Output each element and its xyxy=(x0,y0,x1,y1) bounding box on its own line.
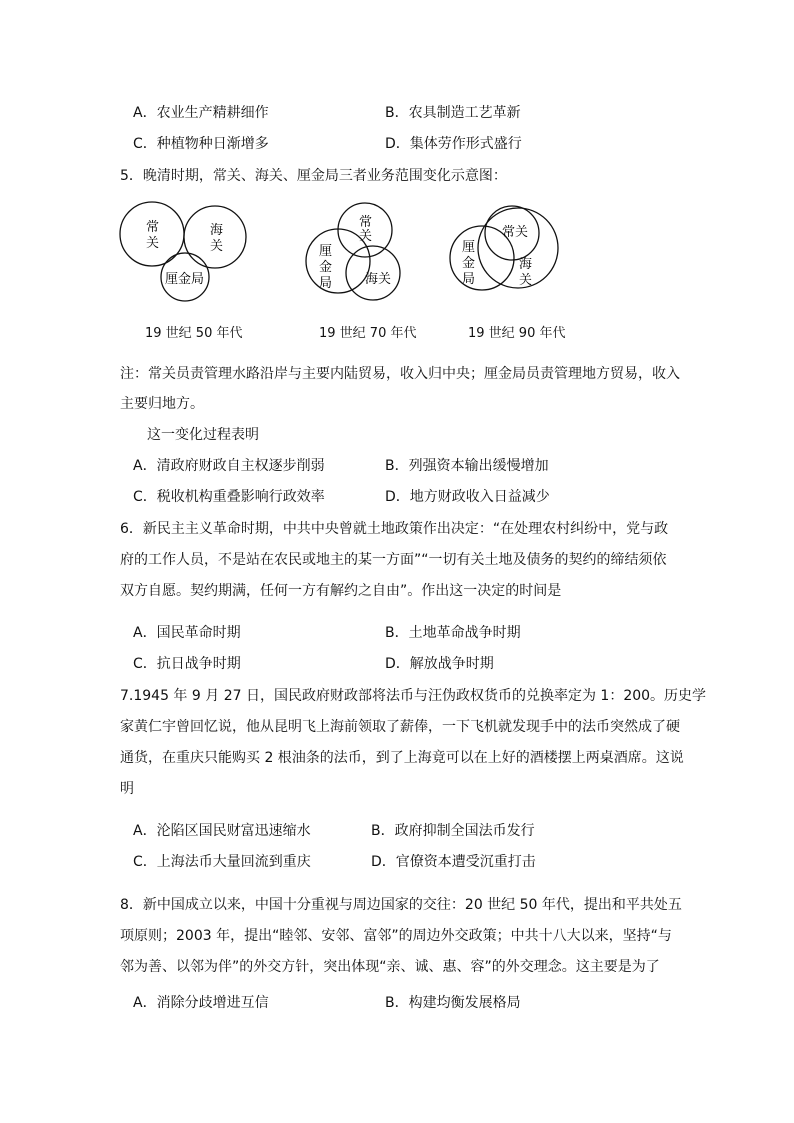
q6-option-b: B．土地革命战争时期 xyxy=(385,625,521,641)
lijinju-label-char2: 金 xyxy=(319,260,333,275)
q6-option-c: C．抗日战争时期 xyxy=(133,656,241,672)
q5-ask: 这一变化过程表明 xyxy=(147,427,259,443)
lijinju-label: 厘金局 xyxy=(165,272,205,287)
lijinju-label-char3: 局 xyxy=(319,276,333,291)
caption-1890s: 19 世纪 90 年代 xyxy=(468,326,566,341)
haiguan-label-char2: 关 xyxy=(210,239,224,254)
haiguan-label: 海关 xyxy=(365,272,392,287)
q5-note-line1: 注：常关员责管理水路沿岸与主要内陆贸易，收入归中央；厘金局员责管理地方贸易，收入 xyxy=(120,366,680,382)
lijinju-label-char3: 局 xyxy=(462,272,476,287)
q4-option-d: D．集体劳作形式盛行 xyxy=(385,136,522,152)
q4-option-b: B．农具制造工艺革新 xyxy=(385,105,521,121)
q7-option-a: A．沦陷区国民财富迅速缩水 xyxy=(133,823,311,839)
q5-option-b: B．列强资本输出缓慢增加 xyxy=(385,458,549,474)
venn-1850s xyxy=(120,202,246,301)
q7-option-d: D．官僚资本遭受沉重打击 xyxy=(371,854,536,870)
changguan-label: 常关 xyxy=(502,225,529,240)
q6-line2: 府的工作人员，不是站在农民或地主的某一方面”“一切有关土地及债务的契约的缔结须依 xyxy=(120,552,667,568)
q4-option-a: A．农业生产精耕细作 xyxy=(133,105,269,121)
lijinju-label-char2: 金 xyxy=(462,256,476,271)
venn-diagram xyxy=(110,195,590,305)
q7-line4: 明 xyxy=(120,781,134,797)
changguan-label-char2: 关 xyxy=(146,236,160,251)
lijinju-label-char1: 厘 xyxy=(462,240,476,255)
q6-line3: 双方自愿。契约期满，任何一方有解约之自由”。作出这一决定的时间是 xyxy=(120,583,562,599)
venn-1890s xyxy=(450,206,558,290)
q7-line2: 家黄仁宇曾回忆说，他从昆明飞上海前领取了薪俸，一下飞机就发现手中的法币突然成了硬 xyxy=(120,719,680,735)
venn-1870s xyxy=(306,203,400,300)
changguan-label-char1: 常 xyxy=(146,220,160,235)
q8-option-b: B．构建均衡发展格局 xyxy=(385,995,521,1011)
q7-line3: 通货，在重庆只能购买 2 根油条的法币，到了上海竟可以在上好的酒楼摆上两桌酒席。这说 xyxy=(120,750,684,766)
caption-1850s: 19 世纪 50 年代 xyxy=(145,326,243,341)
lijinju-label-char1: 厘 xyxy=(319,244,333,259)
q5-option-a: A．清政府财政自主权逐步削弱 xyxy=(133,458,325,474)
q7-option-b: B．政府抑制全国法币发行 xyxy=(371,823,535,839)
q8-line1: 8．新中国成立以来，中国十分重视与周边国家的交往：20 世纪 50 年代，提出和平共处五 xyxy=(120,897,682,913)
haiguan-label-char2: 关 xyxy=(519,273,533,288)
changguan-label-char1: 常 xyxy=(359,215,373,230)
q8-line3: 邻为善、以邻为伴”的外交方针，突出体现“亲、诚、惠、容”的外交理念。这主要是为了 xyxy=(120,959,660,975)
q5-note-line2: 主要归地方。 xyxy=(120,396,204,412)
q5-option-d: D．地方财政收入日益减少 xyxy=(385,489,550,505)
q7-line1: 7.1945 年 9 月 27 日，国民政府财政部将法币与汪伪政权货币的兑换率定为 1：200。历史学 xyxy=(120,688,707,704)
caption-1870s: 19 世纪 70 年代 xyxy=(319,326,417,341)
changguan-label-char2: 关 xyxy=(359,229,373,244)
q7-option-c: C．上海法币大量回流到重庆 xyxy=(133,854,311,870)
haiguan-label-char1: 海 xyxy=(210,223,224,238)
haiguan-label-char1: 海 xyxy=(519,257,533,272)
q4-option-c: C．种植物种日渐增多 xyxy=(133,136,269,152)
q6-line1: 6．新民主主义革命时期，中共中央曾就土地政策作出决定：“在处理农村纠纷中，党与政 xyxy=(120,521,669,537)
q8-line2: 项原则；2003 年，提出“睦邻、安邻、富邻”的周边外交政策；中共十八大以来，坚持“与 xyxy=(120,928,672,944)
q5-stem: 5．晚清时期，常关、海关、厘金局三者业务范围变化示意图： xyxy=(120,168,507,184)
q6-option-a: A．国民革命时期 xyxy=(133,625,241,641)
q8-option-a: A．消除分歧增进互信 xyxy=(133,995,269,1011)
q5-option-c: C．税收机构重叠影响行政效率 xyxy=(133,489,325,505)
q6-option-d: D．解放战争时期 xyxy=(385,656,494,672)
